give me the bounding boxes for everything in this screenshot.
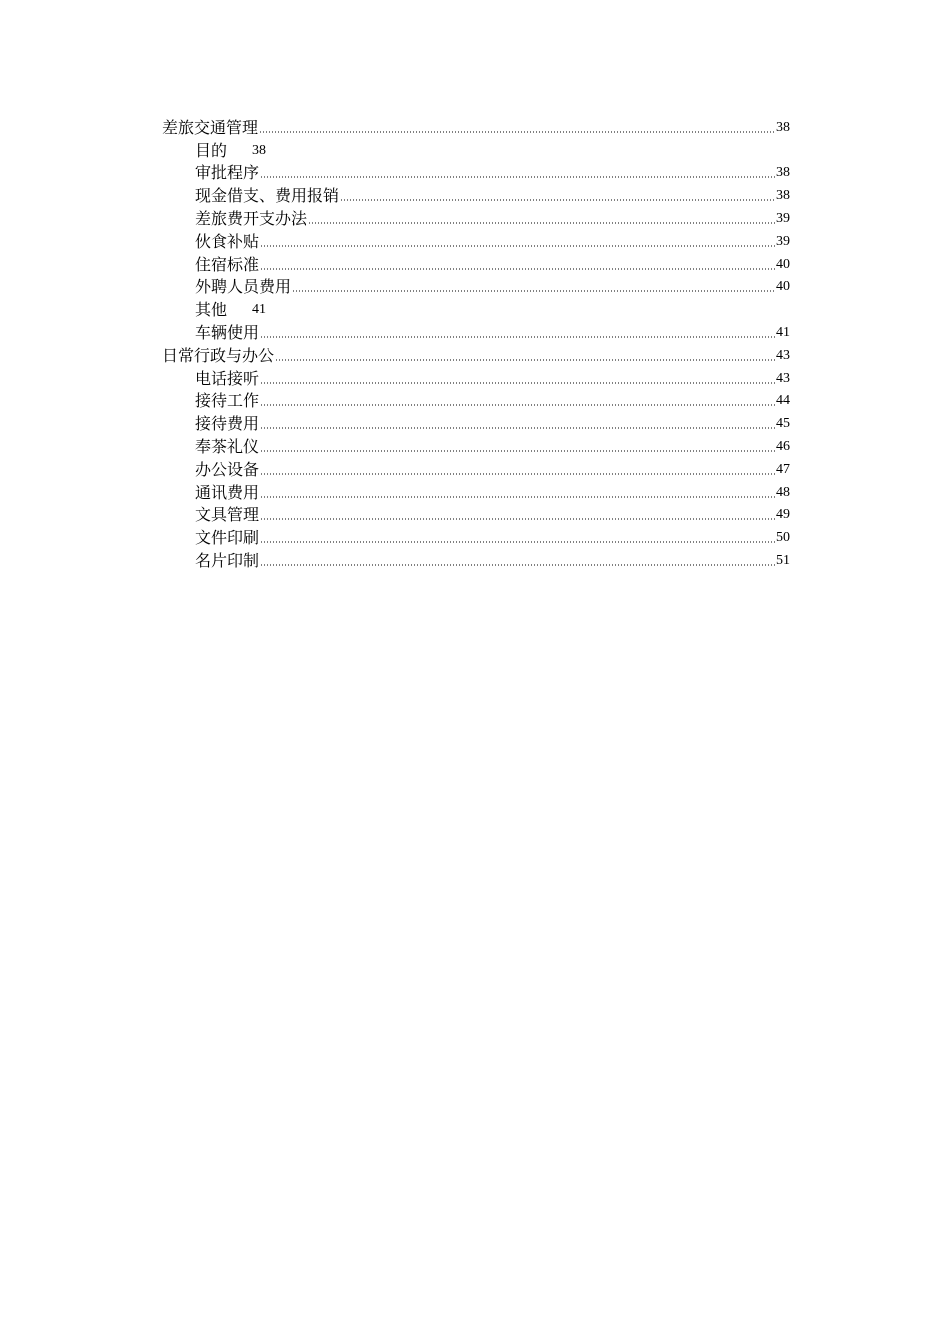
toc-entry-page-number: 49 <box>776 507 790 523</box>
toc-entry-title: 审批程序 <box>195 163 260 183</box>
toc-entry-title: 奉茶礼仪 <box>195 436 260 456</box>
dot-leader <box>260 450 775 452</box>
toc-entry-title: 差旅费开支办法 <box>195 208 308 228</box>
toc-entry-page-number: 41 <box>776 324 790 340</box>
toc-entry-page-number: 45 <box>776 416 790 432</box>
dot-leader <box>292 290 775 292</box>
toc-entry[interactable] <box>162 365 790 388</box>
toc-entry-page-number: 38 <box>252 142 267 158</box>
toc-entry[interactable] <box>162 160 790 183</box>
dot-leader <box>275 359 775 361</box>
toc-entry-title: 接待费用 <box>195 414 260 434</box>
toc-entry-title: 日常行政与办公 <box>162 345 275 365</box>
toc-entry-title: 接待工作 <box>195 391 260 411</box>
toc-entry[interactable] <box>162 388 790 411</box>
dot-leader <box>260 541 775 543</box>
dot-leader <box>260 496 775 498</box>
toc-entry-title: 差旅交通管理 <box>162 117 259 137</box>
toc-entry[interactable] <box>162 114 790 137</box>
toc-entry-title: 文件印刷 <box>195 528 260 548</box>
dot-leader <box>260 336 775 338</box>
dot-leader <box>260 176 775 178</box>
toc-entry-page-number: 40 <box>776 256 790 272</box>
toc-entry-title: 现金借支、费用报销 <box>195 186 340 206</box>
toc-entry-page-number: 39 <box>776 233 790 249</box>
toc-entry[interactable] <box>162 433 790 456</box>
dot-leader <box>259 131 775 133</box>
dot-leader <box>260 427 775 429</box>
dot-leader <box>260 564 775 566</box>
toc-entry-title: 车辆使用 <box>195 322 260 342</box>
table-of-contents <box>162 114 790 570</box>
toc-entry-page-number: 40 <box>776 279 790 295</box>
toc-entry-page-number: 50 <box>776 530 790 546</box>
toc-entry-page-number: 51 <box>776 552 790 568</box>
toc-entry-page-number: 38 <box>776 165 790 181</box>
dot-leader <box>340 199 775 201</box>
toc-entry-title: 通讯费用 <box>195 482 260 502</box>
toc-entry-page-number: 38 <box>776 188 790 204</box>
toc-entry[interactable] <box>162 502 790 525</box>
toc-entry-page-number: 48 <box>776 484 790 500</box>
toc-entry-page-number: 38 <box>776 119 790 135</box>
toc-entry-page-number: 44 <box>776 393 790 409</box>
toc-entry[interactable] <box>162 251 790 274</box>
toc-entry[interactable] <box>162 182 790 205</box>
toc-entry-title: 名片印制 <box>195 550 260 570</box>
toc-entry[interactable] <box>162 205 790 228</box>
toc-entry-title: 其他 <box>195 300 228 320</box>
toc-entry[interactable] <box>162 228 790 251</box>
toc-entry-title: 伙食补贴 <box>195 231 260 251</box>
toc-entry-title: 住宿标准 <box>195 254 260 274</box>
toc-entry-title: 外聘人员费用 <box>195 277 292 297</box>
toc-entry-page-number: 41 <box>252 302 267 318</box>
toc-entry-page-number: 46 <box>776 438 790 454</box>
toc-entry-page-number: 39 <box>776 210 790 226</box>
toc-entry-page-number: 43 <box>776 347 790 363</box>
dot-leader <box>260 268 775 270</box>
toc-entry[interactable] <box>162 479 790 502</box>
toc-entry[interactable] <box>162 274 790 297</box>
toc-entry[interactable] <box>162 137 790 160</box>
toc-entry-title: 办公设备 <box>195 459 260 479</box>
toc-entry[interactable] <box>162 296 790 319</box>
toc-entry[interactable] <box>162 410 790 433</box>
toc-entry-page-number: 43 <box>776 370 790 386</box>
dot-leader <box>308 222 775 224</box>
toc-entry[interactable] <box>162 456 790 479</box>
toc-entry-page-number: 47 <box>776 461 790 477</box>
toc-entry-title: 文具管理 <box>195 505 260 525</box>
toc-entry[interactable] <box>162 319 790 342</box>
dot-leader <box>260 382 775 384</box>
dot-leader <box>260 404 775 406</box>
toc-entry[interactable] <box>162 547 790 570</box>
toc-entry[interactable] <box>162 524 790 547</box>
toc-entry-title: 目的 <box>195 140 228 160</box>
dot-leader <box>260 518 775 520</box>
dot-leader <box>260 473 775 475</box>
dot-leader <box>260 245 775 247</box>
toc-entry-title: 电话接听 <box>195 368 260 388</box>
toc-entry[interactable] <box>162 342 790 365</box>
